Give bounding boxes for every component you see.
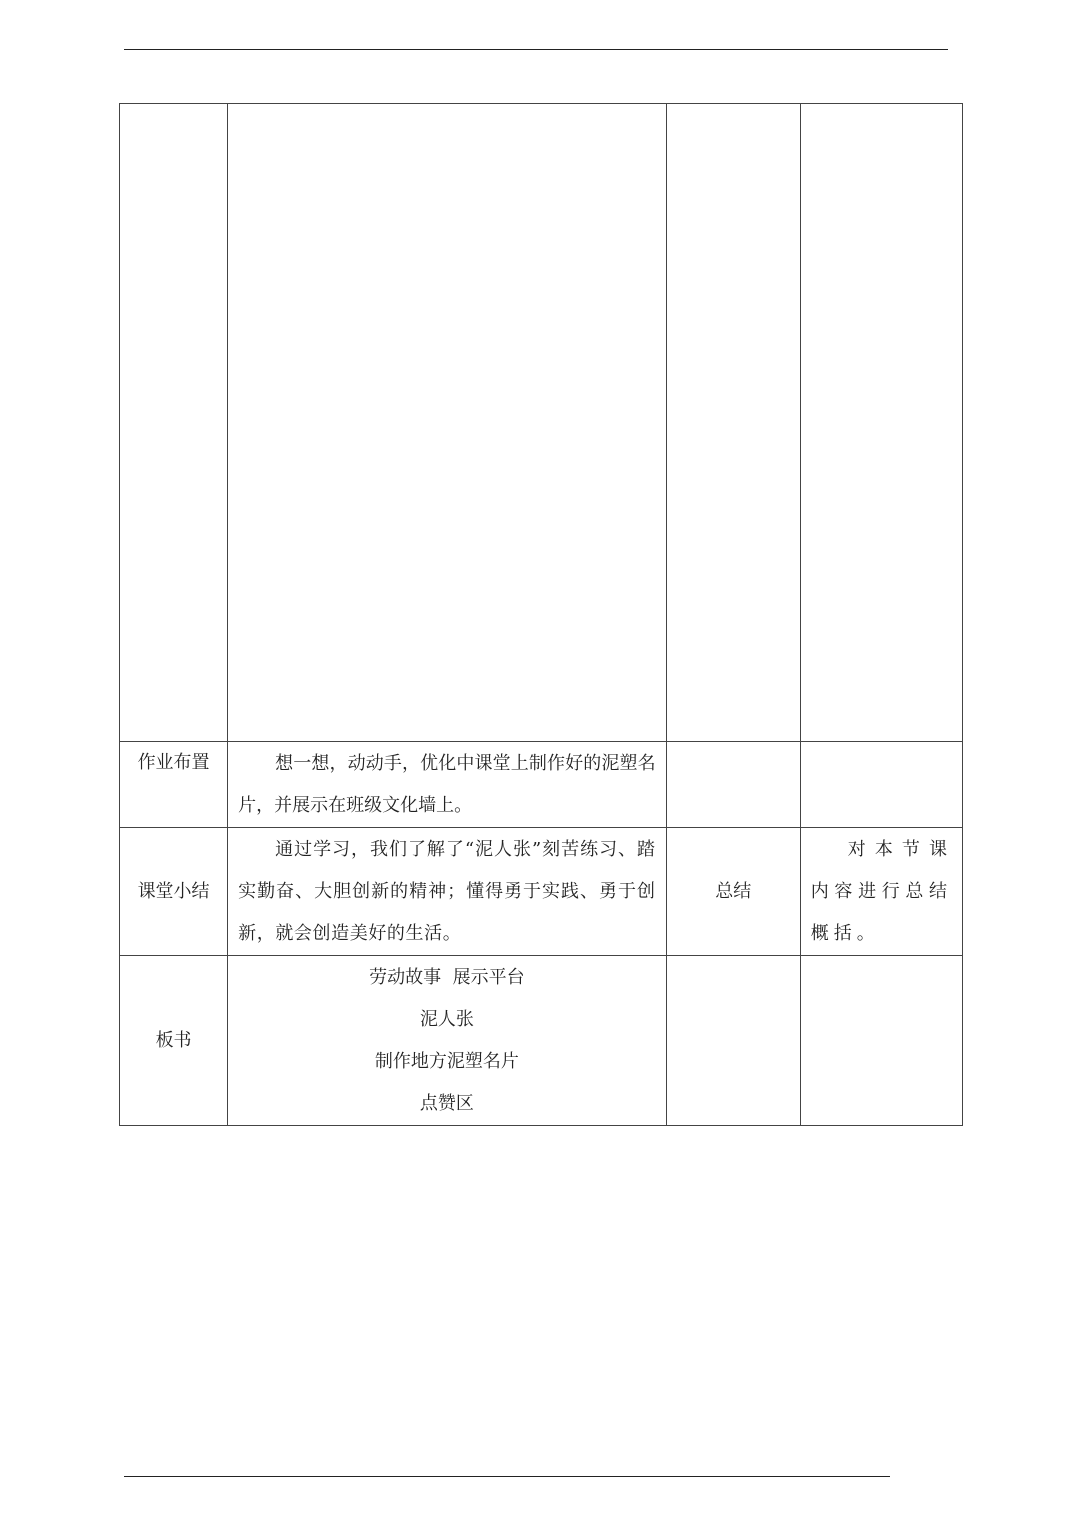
footer-rule [124,1476,890,1477]
board-line-1: 劳动故事 展示平台 [369,966,525,988]
table-row-board [120,956,963,1126]
board-line-3: 制作地方泥塑名片 [374,1050,519,1072]
homework-intent [800,742,962,828]
summary-intent [800,828,962,956]
header-rule [124,49,948,50]
homework-label: 作业布置 [120,742,228,828]
summary-activity: 总结 [666,828,800,956]
homework-activity [666,742,800,828]
summary-text: 通过学习，我们了解了“泥人张”刻苦练习、踏实勤奋、大胆创新的精神；懂得勇于实践、勇于创新，就会创造美好的生活。 [238,838,656,944]
board-content [228,956,667,1126]
cell-empty-content [228,104,667,742]
summary-label: 课堂小结 [120,828,228,956]
table-row-continued [120,104,963,742]
homework-content [228,742,667,828]
board-lines [228,957,666,1125]
summary-intent-text: 对本节课内容进行总结概括。 [810,838,952,944]
board-activity [666,956,800,1126]
board-label: 板书 [120,956,228,1126]
cell-empty-label [120,104,228,742]
board-intent [800,956,962,1126]
homework-text: 想一想，动动手，优化中课堂上制作好的泥塑名片，并展示在班级文化墙上。 [238,752,656,816]
summary-content [228,828,667,956]
board-line-4: 点赞区 [419,1092,474,1114]
cell-empty-intent [800,104,962,742]
cell-empty-activity [666,104,800,742]
board-line-2: 泥人张 [419,1008,474,1030]
lesson-plan-table [119,103,963,1126]
table-row-homework [120,742,963,828]
table-row-summary [120,828,963,956]
